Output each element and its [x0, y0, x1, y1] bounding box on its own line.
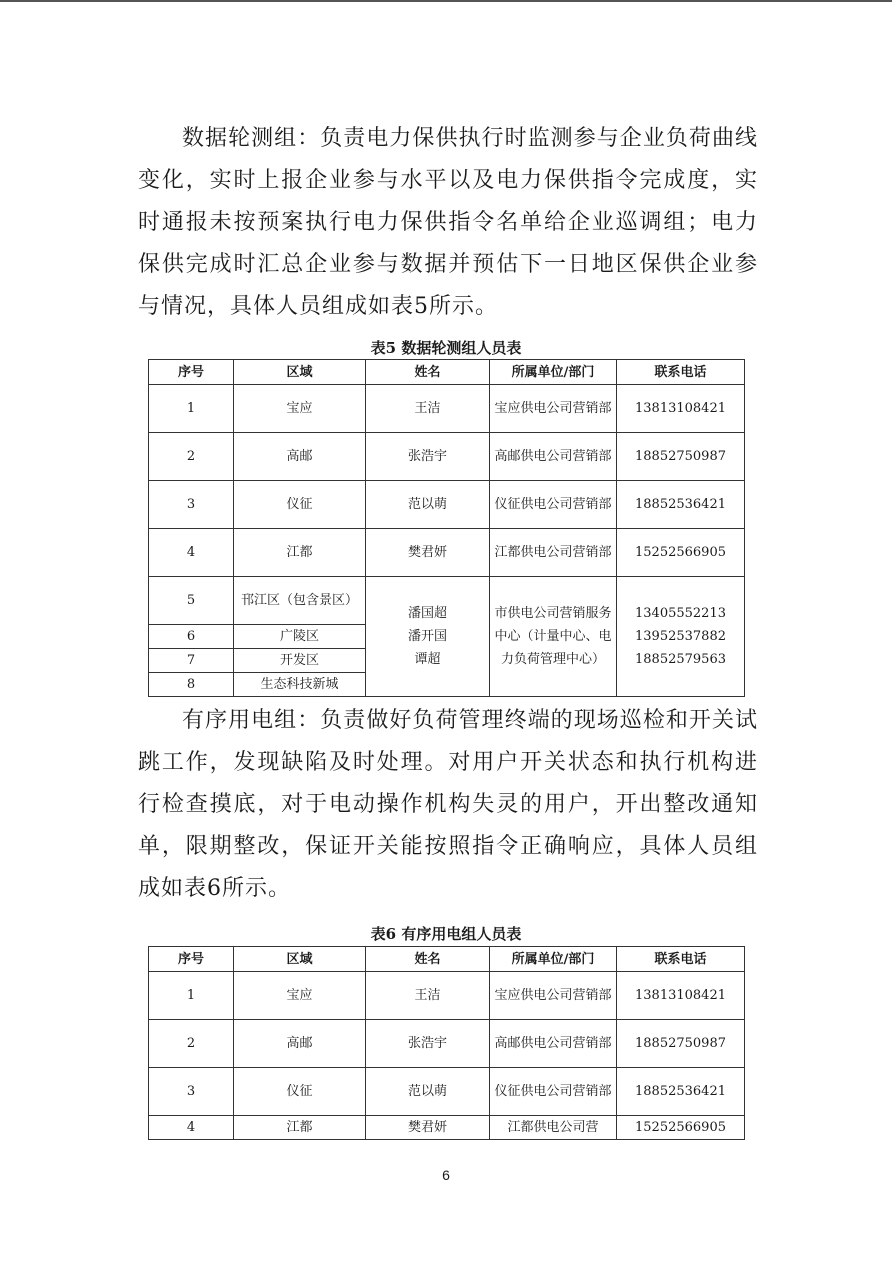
staff-phone: 13405552213 [635, 606, 726, 621]
column-header: 姓名 [366, 360, 490, 385]
cell-area: 江都 [234, 1116, 366, 1140]
cell-phone: 13813108421 [617, 385, 745, 433]
column-header: 联系电话 [617, 360, 745, 385]
cell-name: 张浩宇 [366, 1020, 490, 1068]
staff-name: 潘国超 [407, 606, 447, 621]
cell-area: 宝应 [234, 385, 366, 433]
column-header: 联系电话 [617, 947, 745, 972]
cell-area: 江都 [234, 529, 366, 577]
cell-phone: 13813108421 [617, 972, 745, 1020]
cell-name: 王洁 [366, 972, 490, 1020]
staff-name: 谭超 [414, 652, 441, 667]
cell-phone: 18852750987 [617, 433, 745, 481]
table-header-row [149, 947, 745, 972]
staff-phone: 13952537882 [635, 629, 726, 644]
cell-dept: 江都供电公司营 [490, 1116, 617, 1140]
cell-area: 宝应 [234, 972, 366, 1020]
cell-name: 樊君妍 [366, 1116, 490, 1140]
column-header: 区域 [234, 947, 366, 972]
cell-dept: 仪征供电公司营销部 [490, 1068, 617, 1116]
cell-area: 邗江区（包含景区） [234, 577, 366, 625]
table5-data-monitoring-staff [148, 359, 745, 697]
cell-number: 7 [149, 649, 234, 673]
table-row [149, 529, 745, 577]
cell-area: 高邮 [234, 433, 366, 481]
table6-caption: 表6 有序用电组人员表 [370, 925, 522, 943]
cell-number: 4 [149, 529, 234, 577]
cell-area: 生态科技新城 [234, 673, 366, 697]
page-number: 6 [442, 1167, 450, 1183]
cell-area: 高邮 [234, 1020, 366, 1068]
column-header: 序号 [149, 947, 234, 972]
staff-name: 潘开国 [407, 629, 447, 644]
table-row [149, 972, 745, 1020]
cell-dept: 高邮供电公司营销部 [490, 1020, 617, 1068]
page-top-border [0, 0, 892, 2]
cell-name: 范以萌 [366, 481, 490, 529]
cell-name: 张浩宇 [366, 433, 490, 481]
cell-number: 4 [149, 1116, 234, 1140]
cell-number: 6 [149, 625, 234, 649]
cell-phone: 15252566905 [617, 1116, 745, 1140]
cell-area: 广陵区 [234, 625, 366, 649]
table-row [149, 1068, 745, 1116]
table5-caption: 表5 数据轮测组人员表 [370, 339, 522, 357]
column-header: 区域 [234, 360, 366, 385]
cell-dept: 仪征供电公司营销部 [490, 481, 617, 529]
cell-number: 2 [149, 433, 234, 481]
table-row [149, 1020, 745, 1068]
column-header: 所属单位/部门 [490, 947, 617, 972]
table6-orderly-power-staff [148, 946, 745, 1140]
cell-number: 5 [149, 577, 234, 625]
cell-name: 范以萌 [366, 1068, 490, 1116]
staff-phone: 18852579563 [635, 652, 726, 667]
table-row [149, 1116, 745, 1140]
paragraph-orderly-power-group: 有序用电组：负责做好负荷管理终端的现场巡检和开关试跳工作，发现缺陷及时处理。对用户开关状态和执行机构进行检查摸底，对于电动操作机构失灵的用户，开出整改通知单，限期整改，保证开关能按照指令正确响应，具体人员组成如表6所示。 [138, 708, 758, 901]
cell-dept-merged: 市供电公司营销服务中心（计量中心、电力负荷管理中心） [490, 577, 617, 697]
cell-area: 开发区 [234, 649, 366, 673]
cell-name: 王洁 [366, 385, 490, 433]
cell-dept: 宝应供电公司营销部 [490, 385, 617, 433]
table-row [149, 577, 745, 625]
table-row [149, 385, 745, 433]
cell-phone: 18852536421 [617, 481, 745, 529]
cell-area: 仪征 [234, 1068, 366, 1116]
table-header-row [149, 360, 745, 385]
cell-number: 2 [149, 1020, 234, 1068]
column-header: 姓名 [366, 947, 490, 972]
cell-name: 樊君妍 [366, 529, 490, 577]
cell-phone: 18852750987 [617, 1020, 745, 1068]
cell-phone: 18852536421 [617, 1068, 745, 1116]
cell-area: 仪征 [234, 481, 366, 529]
cell-dept: 高邮供电公司营销部 [490, 433, 617, 481]
cell-phones-merged [617, 577, 745, 697]
cell-dept: 江都供电公司营销部 [490, 529, 617, 577]
column-header: 序号 [149, 360, 234, 385]
cell-dept: 宝应供电公司营销部 [490, 972, 617, 1020]
cell-phone: 15252566905 [617, 529, 745, 577]
cell-number: 1 [149, 972, 234, 1020]
paragraph-data-monitoring-group: 数据轮测组：负责电力保供执行时监测参与企业负荷曲线变化，实时上报企业参与水平以及电力保供指令完成度，实时通报未按预案执行电力保供指令名单给企业巡调组；电力保供完成时汇总企业参与数据并预估下一日地区保供企业参与情况，具体人员组成如表5所示。 [138, 126, 758, 319]
table-row [149, 481, 745, 529]
cell-number: 1 [149, 385, 234, 433]
cell-number: 8 [149, 673, 234, 697]
cell-number: 3 [149, 481, 234, 529]
cell-names-merged [366, 577, 490, 697]
cell-number: 3 [149, 1068, 234, 1116]
table-row [149, 433, 745, 481]
column-header: 所属单位/部门 [490, 360, 617, 385]
